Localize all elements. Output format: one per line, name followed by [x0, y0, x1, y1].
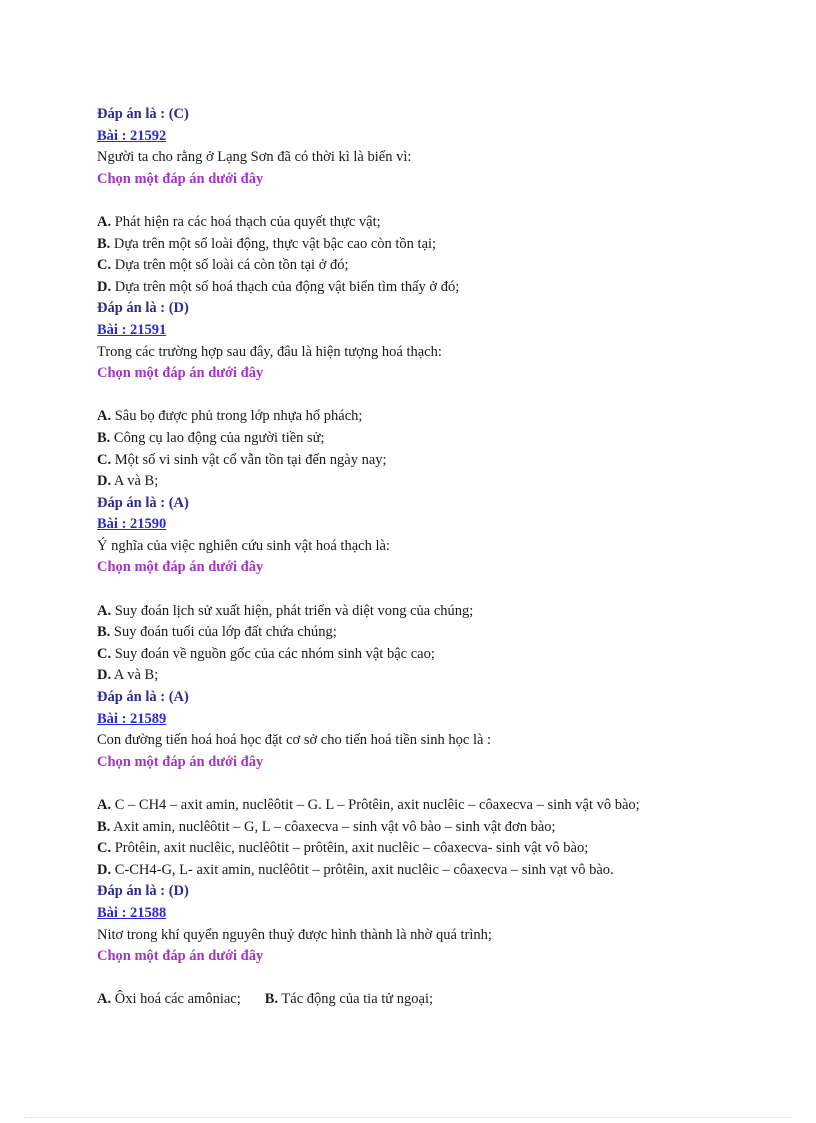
option-letter: D. — [97, 278, 112, 295]
option-letter: B. — [97, 818, 111, 835]
answer-line: Đáp án là : (D) — [97, 300, 189, 317]
choose-answer-prompt: Chọn một đáp án dưới đây — [97, 753, 264, 770]
answer-option — [97, 860, 787, 882]
option-letter: A. — [97, 213, 112, 230]
answer-option — [97, 622, 787, 644]
answer-option — [97, 428, 787, 450]
answer-option — [97, 665, 787, 687]
option-text: Dựa trên một số hoá thạch của động vật biển tìm thấy ở đó; — [111, 278, 460, 295]
option-letter: A. — [97, 797, 112, 813]
option-text: Phát hiện ra các hoá thạch của quyết thực vật; — [111, 213, 381, 230]
option-letter: D. — [97, 861, 112, 878]
option-letter: B. — [97, 235, 111, 252]
option-letter: C. — [97, 645, 112, 662]
page-bottom-rule — [24, 1117, 792, 1118]
option-letter: C. — [97, 257, 112, 274]
option-letter: B. — [97, 429, 111, 446]
question-title-link[interactable]: Bài : 21591 — [97, 321, 167, 338]
blank-line — [97, 190, 787, 212]
option-letter: C. — [97, 451, 112, 468]
blank-line — [97, 968, 787, 990]
option-letter: A. — [97, 991, 112, 1008]
question-text: Con đường tiến hoá hoá học đặt cơ sở cho tiến hoá tiền sinh học là : — [97, 732, 492, 749]
answer-option — [97, 406, 787, 428]
option-text: Suy đoán về nguồn gốc của các nhóm sinh vật bậc cao; — [111, 645, 435, 662]
option-letter: B. — [97, 624, 111, 641]
option-letter: A. — [97, 408, 112, 425]
question-title-link[interactable]: Bài : 21592 — [97, 127, 167, 144]
answer-option — [97, 234, 787, 256]
option-text: Suy đoán tuổi của lớp đất chứa chúng; — [110, 624, 337, 641]
question-text: Ý nghĩa của việc nghiên cứu sinh vật hoá thạch là: — [97, 537, 390, 554]
question-title-link[interactable]: Bài : 21589 — [97, 710, 167, 727]
blank-line — [97, 773, 787, 795]
blank-line — [97, 385, 787, 407]
option-letter: A. — [97, 602, 112, 619]
option-letter: D. — [97, 473, 112, 490]
answer-option — [97, 471, 787, 493]
answer-option — [97, 795, 787, 817]
option-text: Axit amin, nuclêôtit – G, L – côaxecva – sinh vật vô bào – sinh vật đơn bào; — [110, 818, 556, 835]
answer-option — [97, 838, 787, 860]
option-text: C – CH4 – axit amin, nuclêôtit – G. L – Prôtêin, axit nuclêic – côaxecva – sinh vật vô bào; — [111, 797, 640, 813]
answer-option — [97, 212, 787, 234]
option-text: Prôtêin, axit nuclêic, nuclêôtit – prôtêin, axit nuclêic – côaxecva- sinh vật vô bào; — [111, 840, 589, 857]
option-letter: B. — [264, 991, 279, 1008]
choose-answer-prompt: Chọn một đáp án dưới đây — [97, 365, 264, 382]
option-text: Sâu bọ được phủ trong lớp nhựa hổ phách; — [111, 408, 363, 425]
answer-line: Đáp án là : (A) — [97, 494, 189, 511]
option-text: C-CH4-G, L- axit amin, nuclêôtit – prôtêin, axit nuclêic – côaxecva – sinh vạt vô bào. — [111, 861, 614, 878]
question-text: Nitơ trong khí quyển nguyên thuỷ được hình thành là nhờ quá trình; — [97, 926, 492, 943]
document-page — [97, 104, 787, 1011]
question-text: Người ta cho rằng ở Lạng Sơn đã có thời kì là biển vì: — [97, 149, 412, 166]
answer-option — [97, 601, 787, 623]
option-text: Dựa trên một số loài động, thực vật bậc cao còn tồn tại; — [110, 235, 437, 252]
choose-answer-prompt: Chọn một đáp án dưới đây — [97, 170, 264, 187]
answer-line: Đáp án là : (D) — [97, 883, 189, 900]
question-text: Trong các trường hợp sau đây, đâu là hiện tượng hoá thạch: — [97, 343, 442, 360]
answer-option — [97, 255, 787, 277]
option-text: A và B; — [111, 667, 159, 684]
option-letter: D. — [97, 667, 112, 684]
question-title-link[interactable]: Bài : 21590 — [97, 516, 167, 533]
option-text: A và B; — [111, 473, 159, 490]
answer-option-row — [97, 989, 787, 1011]
option-text: Dựa trên một số loài cá còn tồn tại ở đó; — [111, 257, 349, 274]
question-title-link[interactable]: Bài : 21588 — [97, 904, 167, 921]
blank-line — [97, 579, 787, 601]
answer-option — [97, 644, 787, 666]
choose-answer-prompt: Chọn một đáp án dưới đây — [97, 559, 264, 576]
option-text: Công cụ lao động của người tiền sử; — [110, 429, 325, 446]
option-text: Một số vi sinh vật cổ vẫn tồn tại đến ngày nay; — [111, 451, 387, 468]
option-text: Tác động của tia tử ngoại; — [278, 991, 434, 1008]
answer-option — [97, 817, 787, 839]
option-text: Suy đoán lịch sử xuất hiện, phát triển và diệt vong của chúng; — [111, 602, 474, 619]
answer-option — [97, 450, 787, 472]
answer-line: Đáp án là : (A) — [97, 689, 189, 706]
answer-line: Đáp án là : (C) — [97, 106, 189, 122]
option-letter: C. — [97, 840, 112, 857]
option-text: Ôxi hoá các amôniac; — [111, 991, 241, 1008]
answer-option — [97, 277, 787, 299]
choose-answer-prompt: Chọn một đáp án dưới đây — [97, 948, 264, 965]
